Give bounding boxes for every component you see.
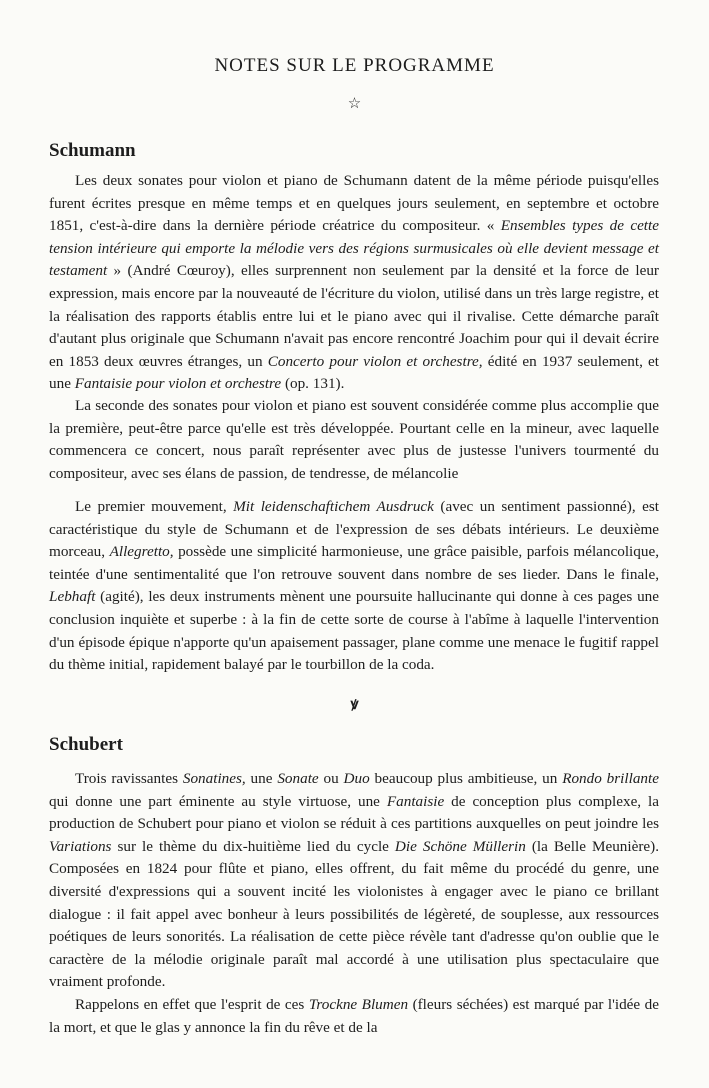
schumann-paragraph-2-text: La seconde des sonates pour violon et piano est souvent considérée comme plus accomplie que la première, peut-être parce qu'elle est très développée. Pourtant celle en la mineur, avec laquelle commencera ce concert, nous paraît représenter avec plus de justesse l'univers tourmenté du compositeur, avec ses élans de passion, de tendresse, de mélancolie xyxy=(49,397,659,482)
text-run: (op. 131). xyxy=(281,375,345,393)
star-icon: ☆ xyxy=(347,96,362,112)
italic-text-run: Rondo brillante xyxy=(562,770,659,787)
italic-text-run: Sonate xyxy=(277,770,319,787)
section-heading-schumann: Schumann xyxy=(49,140,136,161)
italic-text-run: Concerto pour violon et orchestre, xyxy=(267,352,483,370)
italic-text-run: Variations xyxy=(49,837,112,855)
italic-text-run: Mit leidenschaftichem Ausdruck xyxy=(233,498,434,515)
italic-text-run: Fantaisie xyxy=(386,792,445,810)
section-ornament-icon: ꝟ xyxy=(350,697,359,713)
text-run: possède une simplicité harmonieuse, une grâce paisible, parfois mélancolique, teintée d'une sentimentalité que l'on retrouve souvent dans nombre de ses lieder. Dans le finale, xyxy=(49,543,660,583)
schumann-paragraph-1 xyxy=(49,170,659,396)
text-run: (avec un sentiment passionné), est caractéristique du style de Schumann et de l'expression de ses débats intérieurs. Le deuxième morceau, xyxy=(49,498,659,561)
text-run: » (André Cœuroy), elles surprennent non seulement par la densité et la force de leur expression, mais encore par la nouveauté de l'écriture du violon, utilisé dans un très large registre, et la réalisation des rapports établis entre lui et le piano avec qui il rivalise. Cette démarche paraît d'autant plus originale que Schumann n'avait pas encore rencontré Joachim pour qui il devait écrire en 1853 deux œuvres étranges, un xyxy=(49,262,659,370)
text-run: (la Belle Meunière). Composées en 1824 pour flûte et piano, elles offrent, du fait même du procédé du genre, une diversité d'expressions qui a souvent incité les violonistes à engager avec le piano ce brillant dialogue : il fait appel avec bonheur à leurs possibilités de légèreté, de souplesse, aux ressources poétiques de leurs sonorités. La réalisation de cette pièce révèle tant d'adresse qu'on oublie que le caractère de la mélodie originale paraît mal accordé à une utilisation plus spectaculaire que vraiment profonde. xyxy=(49,837,660,991)
text-run: sur le thème du dix-huitième lied du cycle xyxy=(111,837,395,855)
text-run: (fleurs séchées) est marqué par l'idée de la mort, et que le glas y annonce la fin du rêve et de la xyxy=(49,996,659,1036)
schumann-paragraph-2 xyxy=(49,395,659,485)
italic-text-run: Trockne Blumen xyxy=(308,996,409,1013)
section-heading-schubert: Schubert xyxy=(49,734,123,755)
text-run: (agité), les deux instruments mènent une poursuite hallucinante qui donne à ces pages une conclusion inquiète et superbe : à la fin de cette sorte de course à l'abîme à laquelle l'intervention d'un épisode épique n'apporte qu'un apaisement passager, plane comme une menace le fugitif rappel du thème initial, rapidement balayé par le tourbillon de la coda. xyxy=(49,588,659,674)
italic-text-run: Ensembles types de cette tension intérieure qui emporte la mélodie vers des régions surmusicales où elle devient message et testament xyxy=(49,217,659,280)
text-run: ou xyxy=(318,770,344,787)
text-run: Rappelons en effet que l'esprit de ces xyxy=(75,996,309,1013)
text-run: Le premier mouvement, xyxy=(75,498,234,515)
italic-text-run: Allegretto, xyxy=(109,543,174,561)
text-run: Trois ravissantes xyxy=(75,770,183,787)
text-run: qui donne une part éminente au style virtuose, une xyxy=(49,792,387,810)
schubert-paragraph-2 xyxy=(49,994,659,1039)
italic-text-run: Sonatines, xyxy=(182,770,246,787)
schumann-paragraph-3 xyxy=(49,496,659,677)
page-title: NOTES SUR LE PROGRAMME xyxy=(214,55,495,76)
italic-text-run: Duo xyxy=(343,770,370,787)
italic-text-run: Die Schöne Müllerin xyxy=(394,837,526,855)
text-run: beaucoup plus ambitieuse, un xyxy=(369,770,563,787)
text-run: une xyxy=(245,770,278,787)
schubert-paragraph-1 xyxy=(49,768,659,994)
italic-text-run: Fantaisie pour violon et orchestre xyxy=(74,375,282,393)
italic-text-run: Lebhaft xyxy=(49,588,96,606)
text-run: édité en 1937 seulement, et une xyxy=(49,352,659,393)
text-run: de conception plus complexe, la production de Schubert pour piano et violon se réduit à ces partitions auxquelles on peut joindre les xyxy=(49,792,660,833)
text-run: Les deux sonates pour violon et piano de Schumann datent de la même période puisqu'elles furent écrites presque en même temps et en quelques jours seulement, en septembre et octobre 1851, c'est-à-dire dans la dernière période créatrice du compositeur. « xyxy=(49,172,659,235)
